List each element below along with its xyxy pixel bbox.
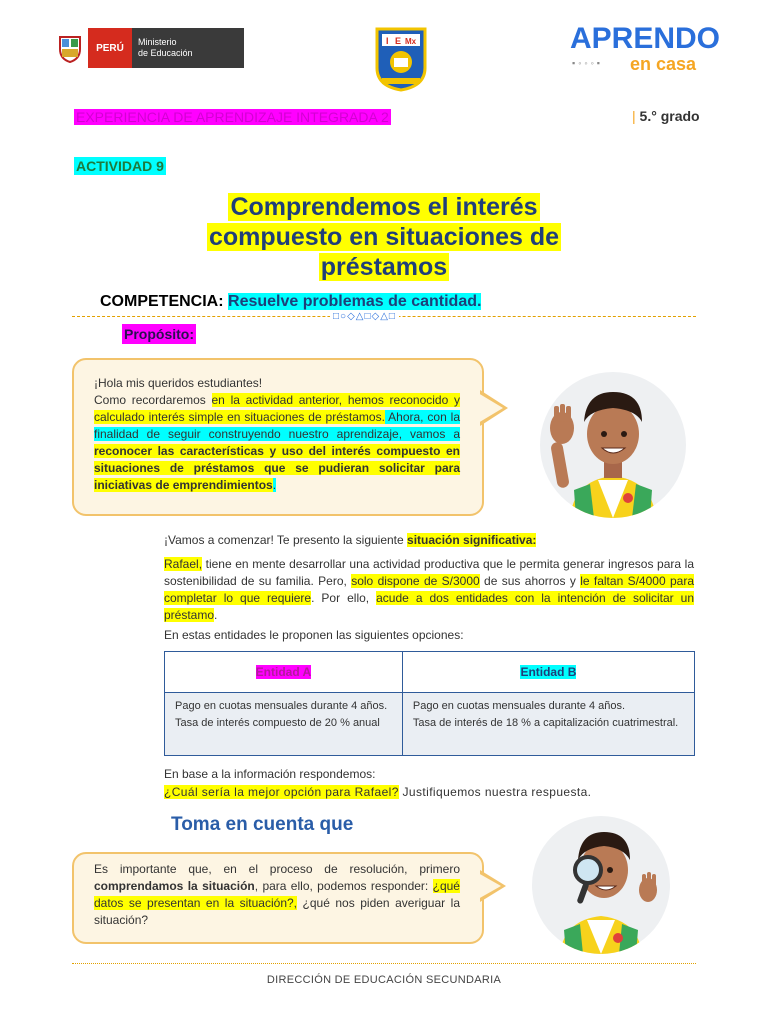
entity-b-cell: Pago en cuotas mensuales durante 4 años. Tasa de interés de 18 % a capitalización cuatrimestral.: [402, 693, 694, 756]
table-row: [165, 693, 695, 756]
options-intro: En estas entidades le proponen las siguientes opciones:: [164, 628, 464, 642]
competence: COMPETENCIA: Resuelve problemas de cantidad.: [100, 293, 482, 310]
based-text: En base a la información respondemos:: [164, 767, 376, 781]
waving-student-illustration: [540, 372, 686, 518]
table-header-row: [165, 652, 695, 693]
school-logo-icon: [374, 26, 428, 92]
page-title: Comprendemos el interés compuesto en situaciones de préstamos: [208, 193, 560, 281]
ministry-name: Ministerio de Educación: [138, 37, 193, 58]
purpose-label: Propósito:: [124, 326, 194, 342]
footer-divider: [72, 963, 696, 964]
peru-label: PERÚ: [88, 28, 132, 68]
activity-label: ACTIVIDAD 9: [76, 158, 164, 174]
decorative-shapes-icon: ▪◦◦◦▪: [572, 58, 603, 68]
experience-title: EXPERIENCIA DE APRENDIZAJE INTEGRADA 2: [76, 109, 389, 125]
greeting-text: ¡Hola mis queridos estudiantes! Como recordaremos en la actividad anterior, hemos reconocido y calculado interés simple en situaciones de préstamos. Ahora, con la finalidad de seguir construyendo nuestro aprendizaje, vamos a reconocer las características y uso del interés compuesto en situaciones de préstamos que se pudieran solicitar para iniciativas de emprendimientos.: [94, 376, 460, 492]
peru-coat-of-arms-icon: [52, 28, 88, 68]
section-heading: Toma en cuenta que: [171, 814, 354, 835]
entity-a-cell: Pago en cuotas mensuales durante 4 años. Tasa de interés compuesto de 20 % anual: [165, 693, 403, 756]
grade-label: | 5.° grado: [632, 108, 700, 124]
intro-text: ¡Vamos a comenzar! Te presento la siguiente situación significativa:: [164, 533, 537, 547]
svg-text:E: E: [395, 36, 402, 46]
question-text: ¿Cuál sería la mejor opción para Rafael? Justifiquemos nuestra respuesta.: [164, 785, 592, 799]
minedu-logo: [52, 28, 244, 68]
tip-text: Es importante que, en el proceso de resolución, primero comprendamos la situación, para ello, podemos responder: ¿qué datos se presentan en la situación?, ¿qué nos piden averiguar la situación?: [94, 862, 460, 927]
situation-text: Rafael, tiene en mente desarrollar una actividad productiva que le permita generar ingresos para la sostenibilidad de su familia. Pero, solo dispone de S/3000 de sus ahorros y le faltan S/4000 para completar lo que requiere. Por ello, acude a dos entidades con la intención de solicitar un préstamo.: [164, 557, 695, 622]
footer-text: DIRECCIÓN DE EDUCACIÓN SECUNDARIA: [266, 974, 502, 986]
svg-text:I: I: [386, 36, 389, 46]
options-table: [164, 651, 695, 756]
svg-text:Mx: Mx: [405, 37, 417, 46]
magnifier-student-illustration: [532, 816, 670, 954]
entity-a-header: Entidad A: [165, 652, 403, 693]
entity-b-header: Entidad B: [402, 652, 694, 693]
decorative-shapes-icon: □○◇△□◇△□: [330, 311, 399, 322]
aprendo-en-casa-logo: APRENDO ▪◦◦◦▪ en casa: [570, 22, 721, 74]
